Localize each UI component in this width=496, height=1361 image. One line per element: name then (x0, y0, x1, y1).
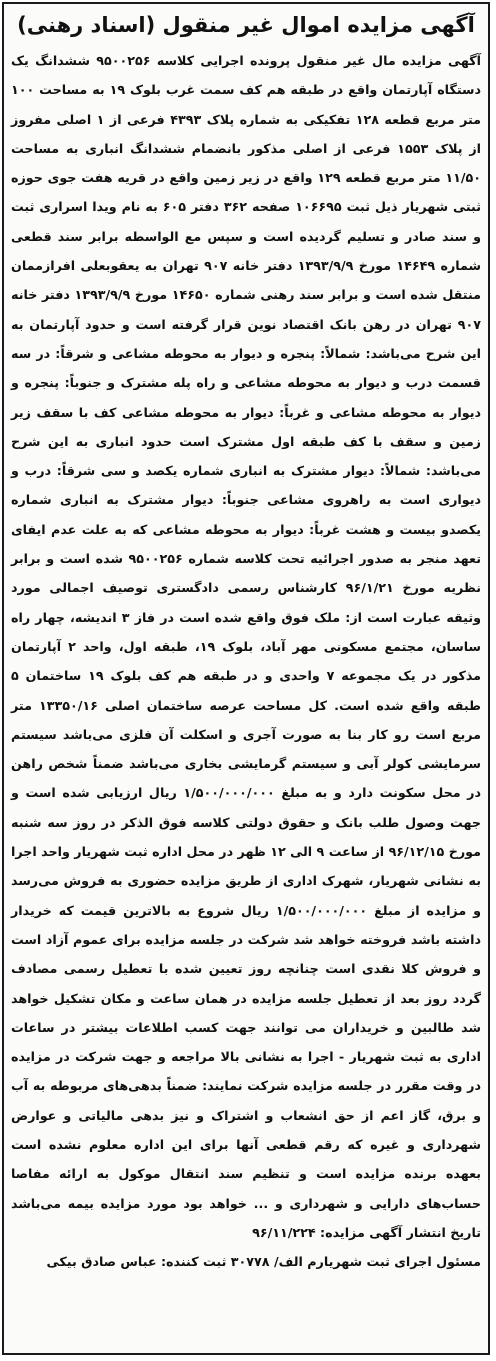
notice-body: آگهی مزایده مال غیر منقول پرونده اجرایی کلاسه ۹۵۰۰۲۵۶ ششدانگ یک دستگاه آپارتمان واقع در طبقه هم کف سمت غرب بلوک ۱۹ به مساحت ۱۰۰ متر مربع قطعه ۱۲۸ تفکیکی به شماره پلاک ۴۳۹۳ فرعی از ۱ اصلی مفروز از پلاک ۱۵۵۳ فرعی از اصلی مذکور بانضمام ششدانگ انباری به مساحت ۱۱/۵۰ متر مربع قطعه ۱۲۹ واقع در زیر زمین واقع در قریه هفت جوی حوزه ثبتی شهریار ذیل ثبت ۱۰۶۶۹۵ صفحه ۳۶۲ دفتر ۶۰۵ به نام ویدا اسراری ثبت و سند صادر و تسلیم گردیده است و سپس مع الواسطه برابر سند قطعی شماره ۱۴۶۴۹ مورخ ۱۳۹۳/۹/۹ دفتر خانه ۹۰۷ تهران به یعقوبعلی افرازممان منتقل شده است و برابر سند رهنی شماره ۱۴۶۵۰ مورخ ۱۳۹۳/۹/۹ دفتر خانه ۹۰۷ تهران در رهن بانک اقتصاد نوین قرار گرفته است و حدود آپارتمان به این شرح می‌باشد: شمالاً: پنجره و دیوار به محوطه مشاعی و شرقاً: در سه قسمت درب و دیوار به محوطه مشاعی و راه پله مشترک و جنوباً: پنجره و دیوار به محوطه مشاعی و غرباً: دیوار به محوطه مشاعی کف با سقف زیر زمین و سقف با کف طبقه اول مشترک است حدود انباری به این شرح می‌باشد: شمالاً: دیوار مشترک به انباری شماره یکصد و سی شرقاً: درب و دیواری است به راهروی مشاعی جنوباً: دیوار مشترک به انباری شماره یکصدو بیست و هشت غرباً: دیوار به محوطه مشاعی که به علت عدم ایفای تعهد منجر به صدور اجرائیه تحت کلاسه شماره ۹۵۰۰۲۵۶ شده است و برابر نظریه مورخ ۹۶/۱/۲۱ کارشناس رسمی دادگستری توصیف اجمالی مورد وثیقه عبارت است از: ملک فوق واقع شده است در فاز ۳ اندیشه، چهار راه ساسان، مجتمع مسکونی مهر آباد، بلوک ۱۹، طبقه اول، واحد ۲ آپارتمان مذکور در یک مجموعه ۷ واحدی و در طبقه هم کف بلوک ۱۹ ساختمان ۵ طبقه واقع شده است. کل مساحت عرصه ساختمان اصلی ۱۳۳۵۰/۱۶ متر مربع است رو کار بنا به صورت آجری و اسکلت آن فلزی می‌باشد سیستم سرمایشی کولر آبی و سیستم گرمایشی بخاری می‌باشد ضمناً شخص راهن در محل سکونت دارد و به مبلغ ۱/۵۰۰/۰۰۰/۰۰۰ ریال ارزیابی شده است و جهت وصول طلب بانک و حقوق دولتی کلاسه فوق الذکر در روز سه شنبه مورخ ۹۶/۱۲/۱۵ از ساعت ۹ الی ۱۲ ظهر در محل اداره ثبت شهریار واحد اجرا به نشانی شهریار، شهرک اداری از طریق مزایده حضوری به فروش می‌رسد و مزایده از مبلغ ۱/۵۰۰/۰۰۰/۰۰۰ ریال شروع به بالاترین قیمت که خریدار داشته باشد فروخته خواهد شد شرکت در جلسه مزایده برای عموم آزاد است و فروش کلا نقدی است چنانچه روز تعیین شده با تعطیل رسمی مصادف گردد روز بعد از تعطیل جلسه مزایده در همان ساعت و مکان تشکیل خواهد شد طالبین و خریداران می توانند جهت کسب اطلاعات بیشتر در ساعات اداری به ثبت شهریار - اجرا به نشانی بالا مراجعه و جهت شرکت در مزایده در وقت مقرر در جلسه مزایده شرکت نمایند: ضمناً بدهی‌های مربوطه به آب و برق، گاز اعم از حق انشعاب و اشتراک و نیز بدهی مالیاتی و عوارض شهرداری و غیره که رقم قطعی آنها برای این اداره معلوم نشده است بعهده برنده مزایده است و تنظیم سند انتقال موکول به ارائه مفاصا حساب‌های دارایی و شهرداری و ... خواهد بود مورد مزایده بیمه می‌باشد تاریخ انتشار آگهی مزایده: ۹۶/۱۱/۲۲۴ (11, 53, 482, 1240)
auction-notice (2, 2, 490, 1355)
notice-title: آگهی مزایده اموال غیر منقول (اسناد رهنی) (17, 13, 475, 37)
notice-signature: مسئول اجرای ثبت شهریارم الف/ ۳۰۷۷۸ ثبت کننده: عباس صادق بیکی (46, 1254, 481, 1270)
